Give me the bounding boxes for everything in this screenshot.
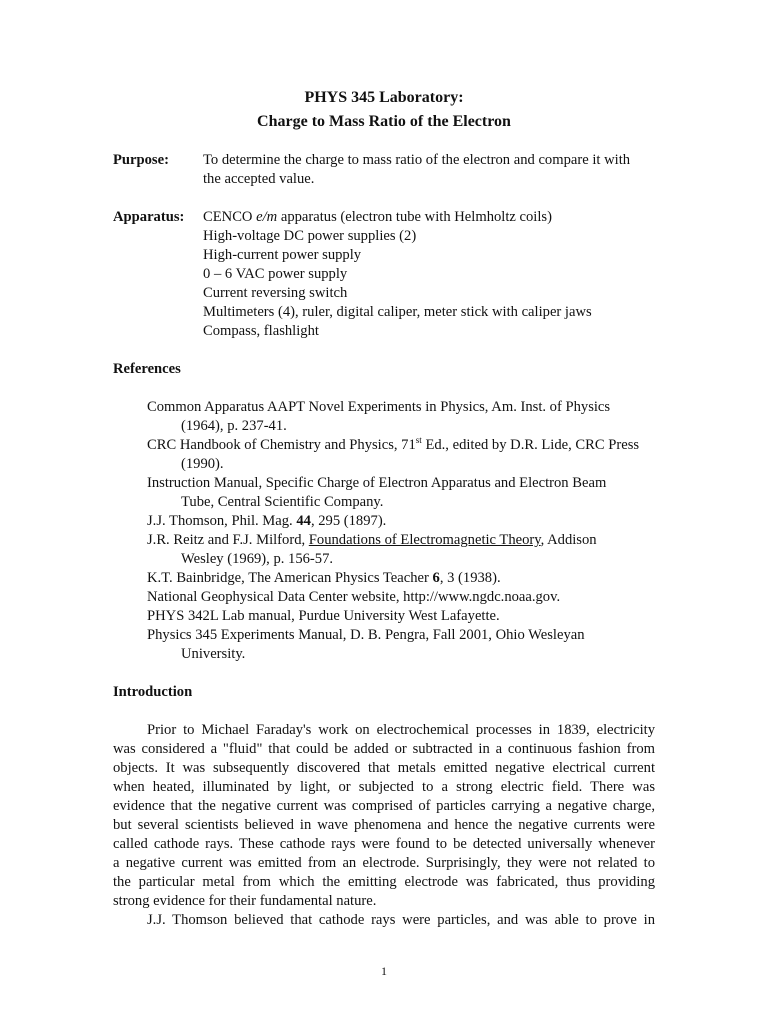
reference-4-post: , 295 (1897). bbox=[310, 513, 387, 529]
reference-3-line-2: Tube, Central Scientific Company. bbox=[181, 494, 384, 510]
apparatus-item-7: Compass, flashlight bbox=[203, 323, 319, 339]
page-title-line-1: PHYS 345 Laboratory: bbox=[304, 89, 464, 106]
intro-paragraph-1-line-6: but several scientists believed in wave phenomena and hence the negative currents were bbox=[113, 817, 655, 833]
reference-4 bbox=[147, 512, 386, 531]
reference-4-pre: J.J. Thomson, Phil. Mag. bbox=[147, 513, 297, 529]
purpose-text-line-2: the accepted value. bbox=[203, 171, 315, 187]
reference-1-line-2: (1964), p. 237-41. bbox=[181, 418, 287, 434]
apparatus-item-1 bbox=[203, 208, 552, 227]
reference-5-line-1 bbox=[147, 531, 597, 550]
apparatus-item-2: High-voltage DC power supplies (2) bbox=[203, 228, 417, 244]
intro-paragraph-1-line-5: evidence that the negative current was comprised of particles carrying a negative charge, bbox=[113, 798, 655, 814]
intro-paragraph-1-line-8: a negative current was emitted from an electrode. Surprisingly, they were not related to bbox=[113, 855, 655, 871]
reference-3-line-1: Instruction Manual, Specific Charge of Electron Apparatus and Electron Beam bbox=[147, 475, 607, 491]
reference-2-pre: CRC Handbook of Chemistry and Physics, 71 bbox=[147, 437, 416, 453]
intro-paragraph-1-line-7: called cathode rays. These cathode rays were found to be detected universally whenever bbox=[113, 836, 655, 852]
apparatus-label: Apparatus: bbox=[113, 209, 185, 225]
reference-2-post: Ed., edited by D.R. Lide, CRC Press bbox=[421, 437, 640, 453]
introduction-heading: Introduction bbox=[113, 684, 193, 700]
intro-paragraph-1-line-3: objects. It was subsequently discovered that metals emitted negative electrical current bbox=[113, 760, 655, 776]
apparatus-item-1-post: apparatus (electron tube with Helmholtz coils) bbox=[277, 209, 552, 225]
reference-7: National Geophysical Data Center website, http://www.ngdc.noaa.gov. bbox=[147, 589, 561, 605]
apparatus-item-6: Multimeters (4), ruler, digital caliper, meter stick with caliper jaws bbox=[203, 304, 592, 320]
page-title-line-2: Charge to Mass Ratio of the Electron bbox=[257, 113, 511, 130]
reference-9-line-1: Physics 345 Experiments Manual, D. B. Pengra, Fall 2001, Ohio Wesleyan bbox=[147, 627, 585, 643]
reference-5-book-title: Foundations of Electromagnetic Theory bbox=[308, 532, 541, 548]
purpose-text-line-1: To determine the charge to mass ratio of the electron and compare it with bbox=[203, 152, 631, 168]
reference-9-line-2: University. bbox=[181, 646, 246, 662]
reference-2-superscript: st bbox=[415, 435, 422, 446]
references-heading: References bbox=[113, 361, 181, 377]
purpose-label: Purpose: bbox=[113, 152, 169, 168]
intro-paragraph-1-line-4: when heated, illuminated by light, or subjected to a strong electric field. There was bbox=[113, 779, 655, 795]
page-number: 1 bbox=[381, 964, 387, 978]
reference-5-pre: J.R. Reitz and F.J. Milford, bbox=[147, 532, 309, 548]
reference-6-post: , 3 (1938). bbox=[439, 570, 501, 586]
reference-6-pre: K.T. Bainbridge, The American Physics Teacher bbox=[147, 570, 433, 586]
reference-1-line-1: Common Apparatus AAPT Novel Experiments in Physics, Am. Inst. of Physics bbox=[147, 399, 611, 415]
reference-2-line-1 bbox=[147, 436, 639, 455]
reference-6 bbox=[147, 569, 501, 588]
apparatus-item-3: High-current power supply bbox=[203, 247, 362, 263]
intro-paragraph-1-line-1: Prior to Michael Faraday's work on electrochemical processes in 1839, electricity bbox=[147, 722, 655, 738]
reference-2-line-2: (1990). bbox=[181, 456, 224, 472]
apparatus-item-1-pre: CENCO bbox=[203, 209, 257, 225]
intro-paragraph-1-line-2: was considered a "fluid" that could be added or subtracted in a continuous fashion from bbox=[113, 741, 655, 757]
intro-paragraph-1-line-10: strong evidence for their fundamental nature. bbox=[113, 893, 377, 909]
apparatus-item-5: Current reversing switch bbox=[203, 285, 348, 301]
reference-8: PHYS 342L Lab manual, Purdue University West Lafayette. bbox=[147, 608, 500, 624]
reference-5-post: , Addison bbox=[540, 532, 597, 548]
reference-6-volume: 6 bbox=[432, 570, 440, 586]
intro-paragraph-2-line-1: J.J. Thomson believed that cathode rays were particles, and was able to prove in bbox=[147, 912, 655, 928]
apparatus-item-4: 0 – 6 VAC power supply bbox=[203, 266, 348, 282]
intro-paragraph-1-line-9: the particular metal from which the emitting electrode was fabricated, thus providing bbox=[113, 874, 655, 890]
apparatus-item-1-em: e/m bbox=[256, 209, 278, 225]
reference-4-volume: 44 bbox=[296, 513, 311, 529]
reference-5-line-2: Wesley (1969), p. 156-57. bbox=[181, 551, 334, 567]
